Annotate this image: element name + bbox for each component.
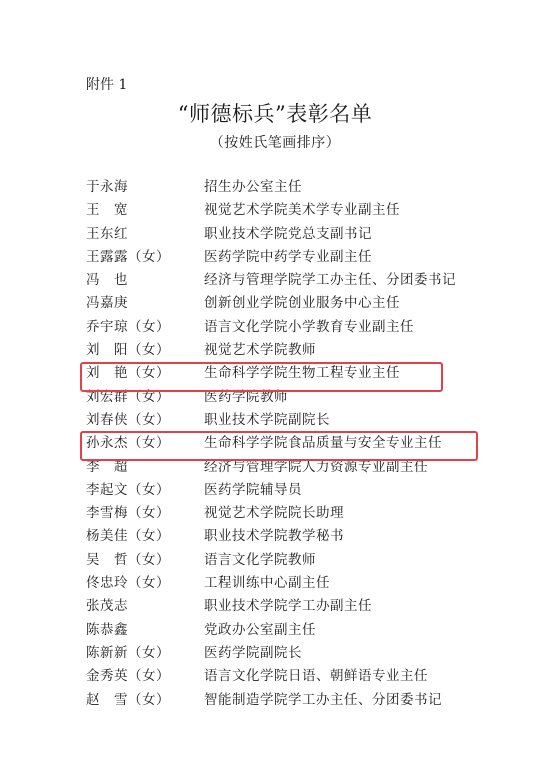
honoree-name: 刘宏群（女） (86, 388, 170, 405)
honoree-position: 语言文化学院小学教育专业副主任 (204, 318, 414, 335)
honoree-name: 金秀英（女） (86, 668, 170, 685)
honoree-name: 刘春侠（女） (86, 411, 170, 428)
honoree-position: 医药学院中药学专业副主任 (204, 248, 372, 265)
honoree-position: 党政办公室副主任 (204, 621, 316, 638)
honoree-position: 生命科学学院生物工程专业主任 (204, 365, 400, 382)
honoree-name: 李 超 (86, 458, 128, 475)
honoree-name: 王 宽 (86, 202, 128, 219)
honoree-name: 冯 也 (86, 272, 128, 289)
honoree-position: 招生办公室主任 (204, 179, 302, 195)
list-item (86, 246, 506, 269)
honoree-position: 视觉艺术学院美术学专业副主任 (204, 202, 400, 219)
honoree-position: 职业技术学院副院长 (204, 411, 330, 428)
list-item-highlighted (86, 432, 506, 455)
list-item (86, 549, 506, 572)
honoree-name: 杨美佳（女） (86, 528, 170, 545)
list-item (86, 525, 506, 548)
list-item (86, 176, 506, 199)
list-item (86, 223, 506, 246)
honoree-position: 职业技术学院教学秘书 (204, 528, 344, 545)
honoree-position: 医药学院副院长 (204, 644, 302, 661)
attachment-label: 附件 1 (86, 77, 128, 93)
honoree-position: 职业技术学院学工办副主任 (204, 598, 372, 615)
list-item (86, 339, 506, 362)
honoree-name: 冯嘉庚 (86, 295, 128, 312)
list-item (86, 292, 506, 315)
honoree-position: 职业技术学院党总支副书记 (204, 225, 372, 242)
honoree-name: 王露露（女） (86, 248, 170, 265)
list-item (86, 199, 506, 222)
honoree-position: 医药学院教师 (204, 388, 288, 405)
honoree-name: 刘 艳（女） (86, 365, 170, 382)
honoree-position: 智能制造学院学工办主任、分团委书记 (204, 691, 442, 708)
honoree-name: 于永海 (86, 179, 128, 195)
list-item-highlighted (86, 362, 506, 385)
honoree-name: 佟忠玲（女） (86, 575, 170, 592)
honoree-position: 创新创业学院创业服务中心主任 (204, 295, 400, 312)
honoree-name: 张茂志 (86, 598, 128, 615)
list-item (86, 642, 506, 665)
honoree-name: 王东红 (86, 225, 128, 242)
list-item (86, 665, 506, 688)
honoree-list (86, 176, 506, 712)
honoree-position: 经济与管理学院人力资源专业副主任 (204, 458, 428, 475)
page-title: “师德标兵”表彰名单 (177, 102, 373, 126)
honoree-position: 语言文化学院日语、朝鲜语专业主任 (204, 668, 428, 685)
list-item (86, 269, 506, 292)
honoree-position: 视觉艺术学院教师 (204, 342, 316, 359)
list-item (86, 689, 506, 712)
honoree-name: 李起文（女） (86, 481, 170, 498)
list-item (86, 479, 506, 502)
honoree-name: 刘 阳（女） (86, 342, 170, 359)
honoree-position: 工程训练中心副主任 (204, 575, 330, 592)
honoree-position: 语言文化学院教师 (204, 551, 316, 568)
honoree-name: 陈新新（女） (86, 644, 170, 661)
list-item (86, 502, 506, 525)
page-subtitle: （按姓氏笔画排序） (209, 135, 341, 151)
list-item (86, 619, 506, 642)
honoree-name: 赵 雪（女） (86, 691, 170, 708)
list-item (86, 595, 506, 618)
honoree-name: 孙永杰（女） (86, 435, 170, 452)
list-item (86, 386, 506, 409)
honoree-position: 生命科学学院食品质量与安全专业主任 (204, 435, 442, 452)
honoree-name: 乔宇琼（女） (86, 318, 170, 335)
honoree-name: 李雪梅（女） (86, 505, 170, 522)
list-item (86, 572, 506, 595)
honoree-position: 经济与管理学院学工办主任、分团委书记 (204, 272, 456, 289)
list-item (86, 316, 506, 339)
honoree-position: 视觉艺术学院院长助理 (204, 505, 344, 522)
honoree-name: 吴 哲（女） (86, 551, 170, 568)
list-item (86, 409, 506, 432)
honoree-name: 陈恭鑫 (86, 621, 128, 638)
honoree-position: 医药学院辅导员 (204, 481, 302, 498)
list-item (86, 456, 506, 479)
